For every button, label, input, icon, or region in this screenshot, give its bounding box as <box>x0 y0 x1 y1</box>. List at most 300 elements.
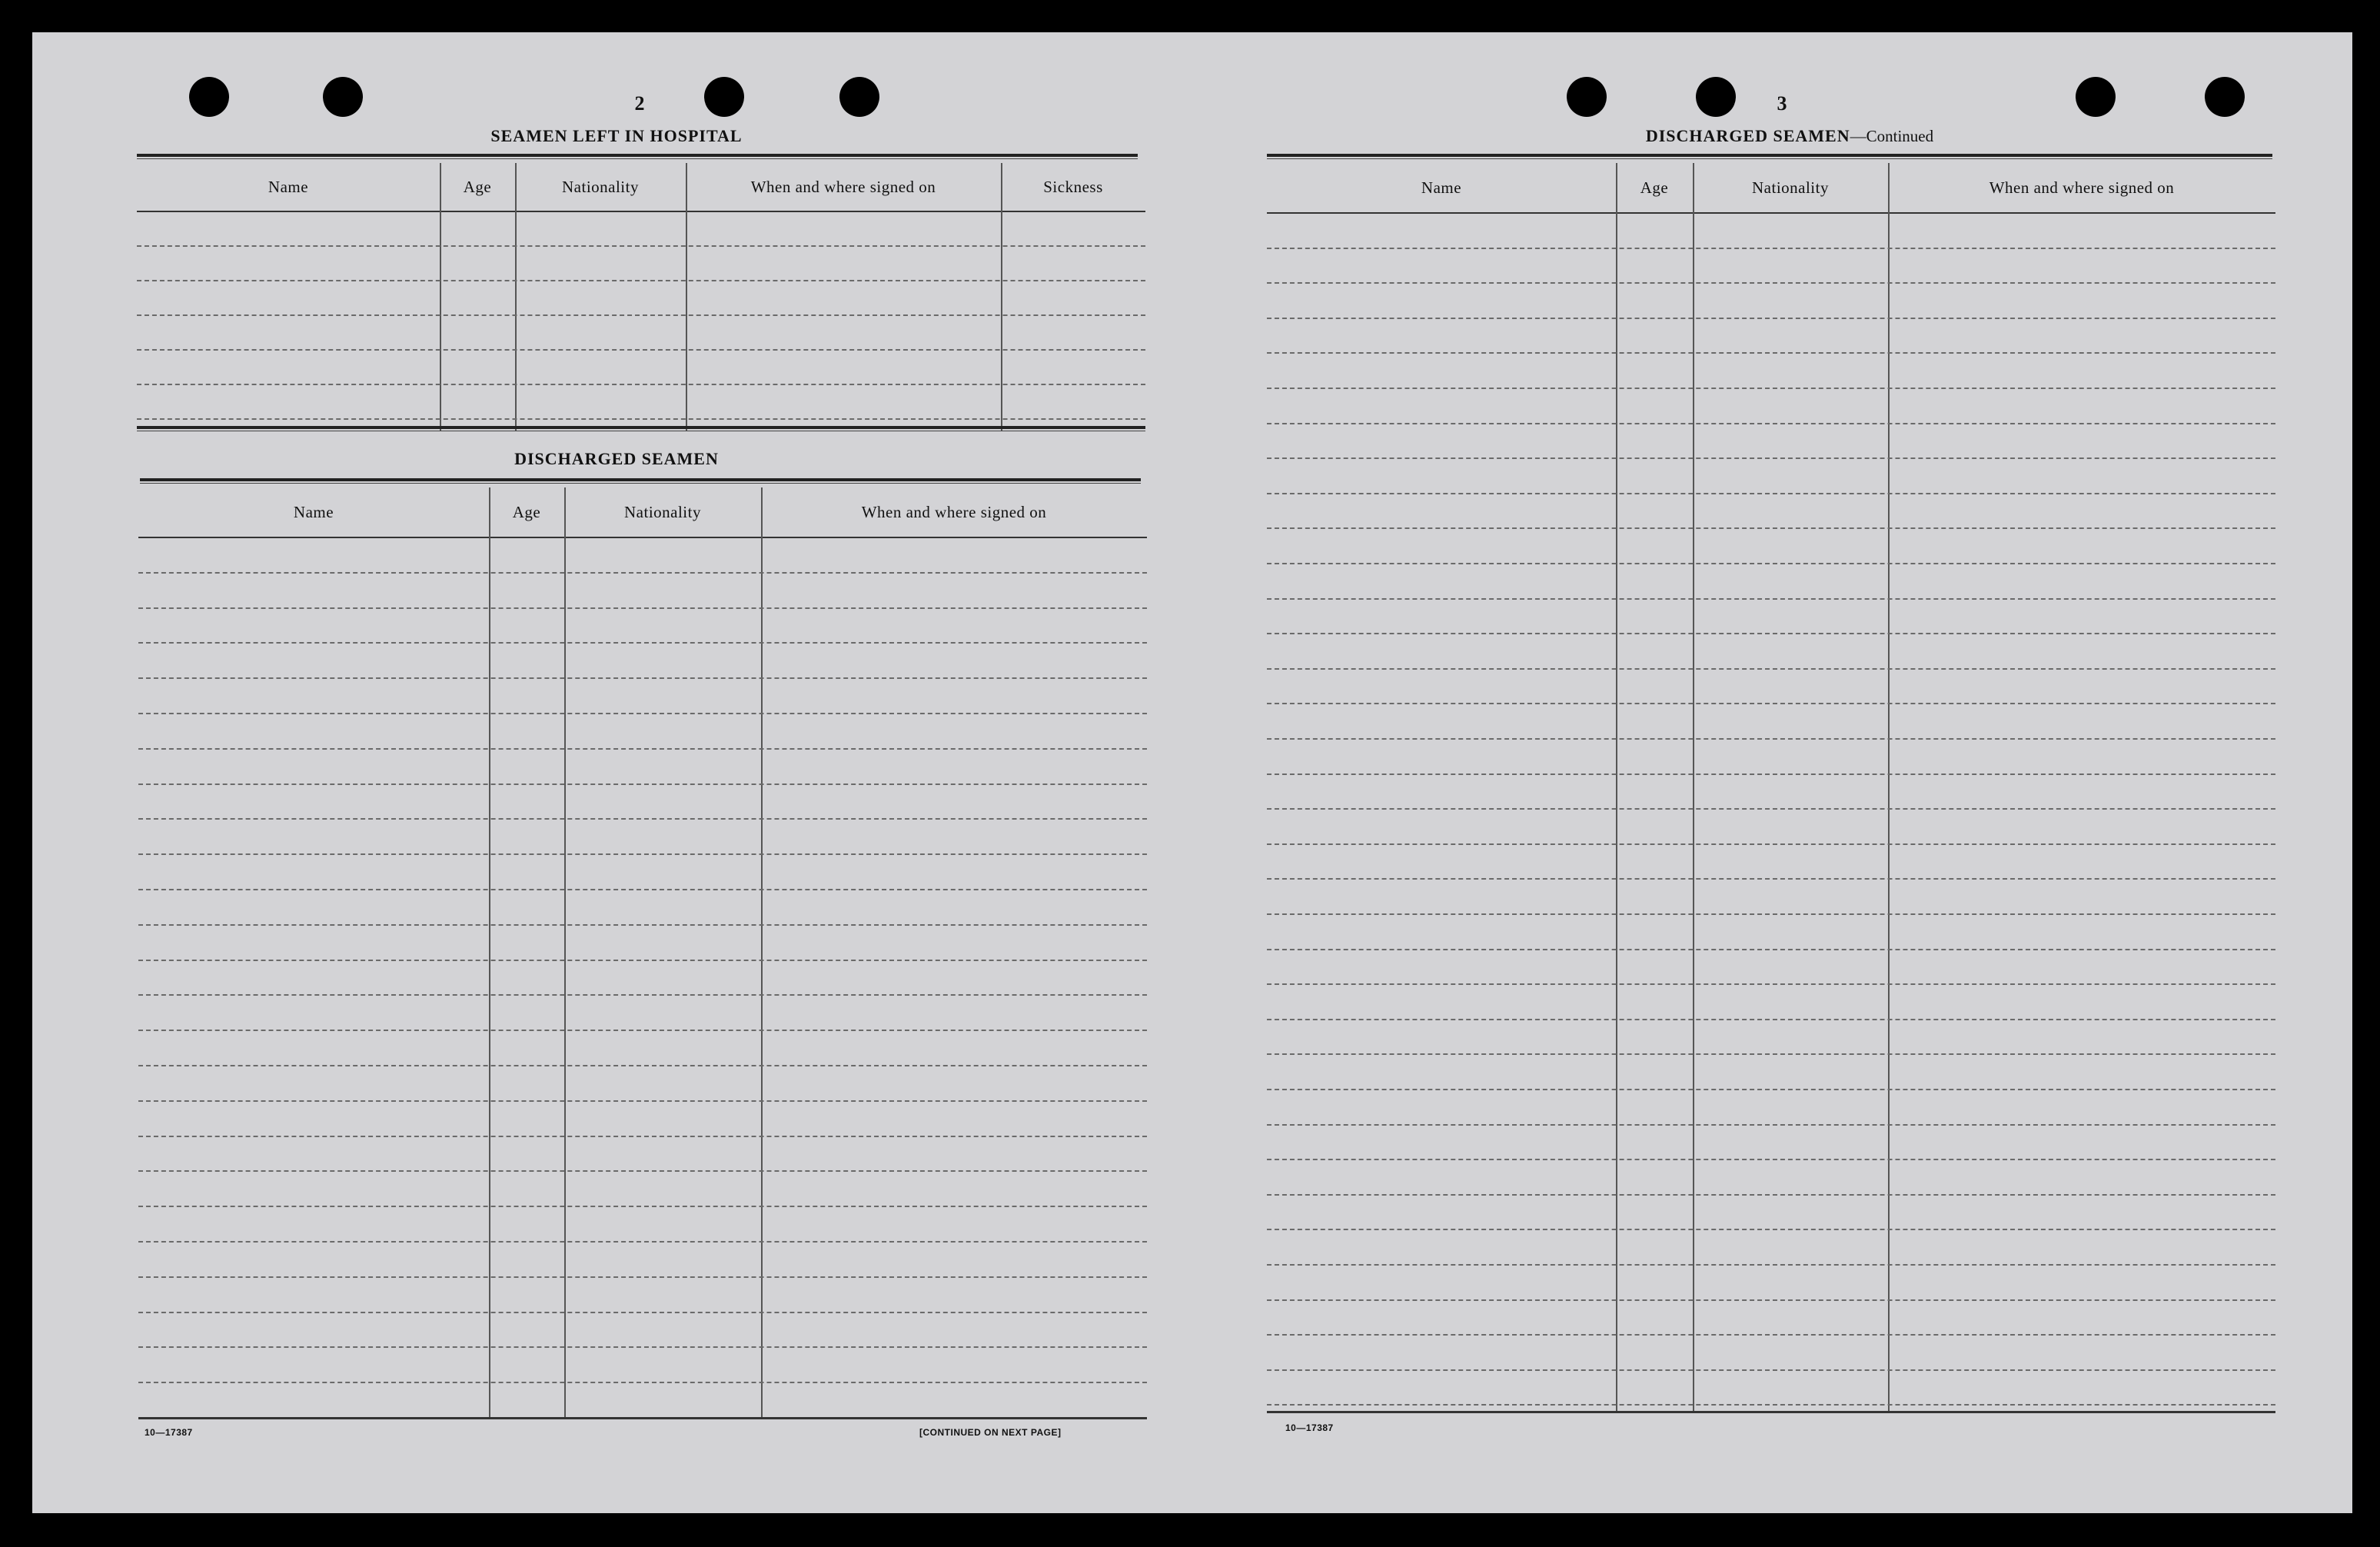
table-row[interactable] <box>1267 1089 2275 1090</box>
cell-when-and-where-signed-on[interactable] <box>766 1106 1142 1136</box>
cell-nationality[interactable] <box>1697 990 1883 1019</box>
cell-age[interactable] <box>1620 990 1688 1019</box>
cell-age[interactable] <box>1620 639 1688 668</box>
cell-age[interactable] <box>1620 709 1688 738</box>
cell-name[interactable] <box>1271 323 1611 352</box>
cell-when-and-where-signed-on[interactable] <box>1893 498 2271 527</box>
cell-name[interactable] <box>143 1071 484 1100</box>
cell-when-and-where-signed-on[interactable] <box>1893 288 2271 318</box>
cell-nationality[interactable] <box>1697 1305 1883 1334</box>
cell-name[interactable] <box>1271 1129 1611 1159</box>
cell-name[interactable] <box>143 789 484 818</box>
cell-age[interactable] <box>1620 288 1688 318</box>
cell-when-and-where-signed-on[interactable] <box>766 1036 1142 1065</box>
cell-nationality[interactable] <box>569 1212 756 1241</box>
table-row[interactable] <box>1267 1019 2275 1020</box>
cell-when-and-where-signed-on[interactable] <box>1893 954 2271 983</box>
cell-age[interactable] <box>1620 884 1688 913</box>
cell-nationality[interactable] <box>569 965 756 994</box>
cell-nationality[interactable] <box>569 1176 756 1206</box>
cell-when-and-where-signed-on[interactable] <box>766 860 1142 889</box>
table-row[interactable] <box>1267 248 2275 249</box>
cell-when-and-where-signed-on[interactable] <box>1893 1235 2271 1264</box>
cell-when-and-where-signed-on[interactable] <box>1893 358 2271 388</box>
cell-age[interactable] <box>494 895 560 924</box>
cell-age[interactable] <box>444 354 510 384</box>
cell-when-and-where-signed-on[interactable] <box>1893 744 2271 774</box>
cell-age[interactable] <box>444 216 510 245</box>
cell-nationality[interactable] <box>1697 744 1883 774</box>
cell-age[interactable] <box>494 543 560 572</box>
cell-name[interactable] <box>1271 428 1611 457</box>
cell-nationality[interactable] <box>1697 884 1883 913</box>
cell-when-and-where-signed-on[interactable] <box>766 824 1142 853</box>
cell-when-and-where-signed-on[interactable] <box>1893 394 2271 423</box>
cell-nationality[interactable] <box>1697 709 1883 738</box>
cell-when-and-where-signed-on[interactable] <box>1893 1060 2271 1089</box>
cell-age[interactable] <box>494 1247 560 1276</box>
cell-age[interactable] <box>494 1388 560 1417</box>
cell-nationality[interactable] <box>1697 1095 1883 1124</box>
cell-name[interactable] <box>1271 779 1611 808</box>
cell-age[interactable] <box>444 320 510 349</box>
cell-when-and-where-signed-on[interactable] <box>1893 1024 2271 1053</box>
cell-when-and-where-signed-on[interactable] <box>1893 218 2271 248</box>
cell-sickness[interactable] <box>1006 285 1141 314</box>
cell-when-and-where-signed-on[interactable] <box>1893 920 2271 949</box>
cell-nationality[interactable] <box>569 754 756 783</box>
cell-nationality[interactable] <box>1697 604 1883 633</box>
table-row[interactable] <box>137 418 1145 420</box>
cell-age[interactable] <box>1620 814 1688 843</box>
cell-name[interactable] <box>143 684 484 713</box>
cell-age[interactable] <box>1620 920 1688 949</box>
cell-name[interactable] <box>143 1000 484 1030</box>
table-row[interactable] <box>1267 318 2275 319</box>
table-row[interactable] <box>138 607 1147 609</box>
table-row[interactable] <box>138 853 1147 855</box>
cell-name[interactable] <box>143 1212 484 1241</box>
cell-name[interactable] <box>1271 849 1611 878</box>
table-row[interactable] <box>138 1065 1147 1066</box>
cell-nationality[interactable] <box>569 719 756 748</box>
table-row[interactable] <box>1267 1369 2275 1371</box>
cell-age[interactable] <box>1620 1060 1688 1089</box>
cell-nationality[interactable] <box>1697 534 1883 563</box>
cell-name[interactable] <box>1271 1165 1611 1194</box>
cell-when-and-where-signed-on[interactable] <box>1893 709 2271 738</box>
table-row[interactable] <box>1267 1229 2275 1230</box>
cell-age[interactable] <box>1620 1305 1688 1334</box>
cell-name[interactable] <box>141 320 435 349</box>
cell-name[interactable] <box>141 251 435 280</box>
cell-nationality[interactable] <box>1697 1024 1883 1053</box>
cell-age[interactable] <box>494 1283 560 1312</box>
cell-sickness[interactable] <box>1006 216 1141 245</box>
cell-name[interactable] <box>1271 604 1611 633</box>
cell-age[interactable] <box>1620 1375 1688 1404</box>
cell-nationality[interactable] <box>1697 253 1883 282</box>
cell-when-and-where-signed-on[interactable] <box>690 251 996 280</box>
cell-nationality[interactable] <box>569 543 756 572</box>
cell-sickness[interactable] <box>1006 354 1141 384</box>
cell-when-and-where-signed-on[interactable] <box>766 789 1142 818</box>
cell-name[interactable] <box>143 719 484 748</box>
cell-age[interactable] <box>494 1106 560 1136</box>
cell-nationality[interactable] <box>1697 464 1883 493</box>
cell-nationality[interactable] <box>520 216 681 245</box>
cell-when-and-where-signed-on[interactable] <box>1893 534 2271 563</box>
cell-nationality[interactable] <box>569 1352 756 1382</box>
table-row[interactable] <box>1267 949 2275 950</box>
cell-nationality[interactable] <box>1697 288 1883 318</box>
cell-name[interactable] <box>141 354 435 384</box>
cell-age[interactable] <box>494 684 560 713</box>
cell-name[interactable] <box>143 965 484 994</box>
cell-when-and-where-signed-on[interactable] <box>690 320 996 349</box>
cell-name[interactable] <box>1271 1095 1611 1124</box>
cell-nationality[interactable] <box>1697 920 1883 949</box>
cell-name[interactable] <box>1271 1024 1611 1053</box>
table-row[interactable] <box>1267 1264 2275 1266</box>
table-row[interactable] <box>138 818 1147 820</box>
cell-when-and-where-signed-on[interactable] <box>766 1283 1142 1312</box>
cell-name[interactable] <box>143 1176 484 1206</box>
cell-nationality[interactable] <box>569 1106 756 1136</box>
table-row[interactable] <box>137 349 1145 351</box>
cell-when-and-where-signed-on[interactable] <box>1893 779 2271 808</box>
table-row[interactable] <box>138 1276 1147 1278</box>
cell-nationality[interactable] <box>1697 1340 1883 1369</box>
cell-when-and-where-signed-on[interactable] <box>766 1071 1142 1100</box>
cell-nationality[interactable] <box>1697 1270 1883 1299</box>
table-row[interactable] <box>138 889 1147 890</box>
cell-sickness[interactable] <box>1006 251 1141 280</box>
cell-when-and-where-signed-on[interactable] <box>1893 814 2271 843</box>
cell-nationality[interactable] <box>569 1000 756 1030</box>
cell-nationality[interactable] <box>569 1071 756 1100</box>
cell-nationality[interactable] <box>1697 323 1883 352</box>
table-row[interactable] <box>1267 493 2275 494</box>
cell-when-and-where-signed-on[interactable] <box>766 648 1142 677</box>
cell-age[interactable] <box>494 1212 560 1241</box>
cell-when-and-where-signed-on[interactable] <box>1893 884 2271 913</box>
cell-age[interactable] <box>1620 1129 1688 1159</box>
cell-nationality[interactable] <box>569 1036 756 1065</box>
cell-when-and-where-signed-on[interactable] <box>1893 1270 2271 1299</box>
cell-when-and-where-signed-on[interactable] <box>1893 674 2271 703</box>
cell-age[interactable] <box>494 1071 560 1100</box>
cell-when-and-where-signed-on[interactable] <box>766 1317 1142 1346</box>
cell-nationality[interactable] <box>1697 1129 1883 1159</box>
cell-nationality[interactable] <box>569 1317 756 1346</box>
cell-when-and-where-signed-on[interactable] <box>766 1141 1142 1170</box>
table-row[interactable] <box>1267 1334 2275 1336</box>
cell-nationality[interactable] <box>569 613 756 642</box>
cell-name[interactable] <box>143 1141 484 1170</box>
cell-nationality[interactable] <box>1697 779 1883 808</box>
cell-nationality[interactable] <box>569 578 756 607</box>
cell-name[interactable] <box>1271 218 1611 248</box>
cell-age[interactable] <box>444 251 510 280</box>
cell-nationality[interactable] <box>569 1283 756 1312</box>
cell-nationality[interactable] <box>520 251 681 280</box>
table-row[interactable] <box>1267 1299 2275 1301</box>
cell-when-and-where-signed-on[interactable] <box>766 1352 1142 1382</box>
cell-sickness[interactable] <box>1006 320 1141 349</box>
table-row[interactable] <box>138 1312 1147 1313</box>
cell-name[interactable] <box>1271 1235 1611 1264</box>
cell-age[interactable] <box>1620 604 1688 633</box>
cell-nationality[interactable] <box>1697 1375 1883 1404</box>
cell-name[interactable] <box>143 1352 484 1382</box>
table-row[interactable] <box>138 1346 1147 1348</box>
cell-when-and-where-signed-on[interactable] <box>1893 1375 2271 1404</box>
cell-nationality[interactable] <box>569 1388 756 1417</box>
table-row[interactable] <box>138 1100 1147 1102</box>
cell-when-and-where-signed-on[interactable] <box>1893 464 2271 493</box>
cell-name[interactable] <box>143 543 484 572</box>
cell-when-and-where-signed-on[interactable] <box>1893 1165 2271 1194</box>
cell-age[interactable] <box>494 1036 560 1065</box>
cell-age[interactable] <box>1620 674 1688 703</box>
table-row[interactable] <box>1267 738 2275 740</box>
cell-nationality[interactable] <box>569 824 756 853</box>
table-row[interactable] <box>138 642 1147 644</box>
cell-when-and-where-signed-on[interactable] <box>766 1176 1142 1206</box>
cell-age[interactable] <box>1620 428 1688 457</box>
cell-name[interactable] <box>1271 954 1611 983</box>
table-row[interactable] <box>138 677 1147 679</box>
cell-name[interactable] <box>1271 1270 1611 1299</box>
cell-age[interactable] <box>1620 779 1688 808</box>
cell-nationality[interactable] <box>569 860 756 889</box>
cell-age[interactable] <box>494 648 560 677</box>
cell-age[interactable] <box>1620 1340 1688 1369</box>
cell-name[interactable] <box>143 754 484 783</box>
cell-name[interactable] <box>1271 744 1611 774</box>
cell-nationality[interactable] <box>1697 218 1883 248</box>
cell-nationality[interactable] <box>1697 428 1883 457</box>
cell-name[interactable] <box>143 648 484 677</box>
cell-age[interactable] <box>494 860 560 889</box>
cell-when-and-where-signed-on[interactable] <box>766 578 1142 607</box>
cell-name[interactable] <box>1271 674 1611 703</box>
cell-nationality[interactable] <box>569 789 756 818</box>
table-row[interactable] <box>1267 983 2275 985</box>
cell-when-and-where-signed-on[interactable] <box>1893 990 2271 1019</box>
table-row[interactable] <box>1267 774 2275 775</box>
cell-when-and-where-signed-on[interactable] <box>766 1000 1142 1030</box>
cell-when-and-where-signed-on[interactable] <box>1893 323 2271 352</box>
cell-nationality[interactable] <box>569 930 756 960</box>
cell-when-and-where-signed-on[interactable] <box>766 1247 1142 1276</box>
cell-age[interactable] <box>494 1000 560 1030</box>
cell-when-and-where-signed-on[interactable] <box>1893 1199 2271 1229</box>
cell-when-and-where-signed-on[interactable] <box>1893 569 2271 598</box>
table-row[interactable] <box>1267 1159 2275 1160</box>
cell-age[interactable] <box>1620 323 1688 352</box>
cell-nationality[interactable] <box>569 1141 756 1170</box>
cell-when-and-where-signed-on[interactable] <box>766 684 1142 713</box>
cell-nationality[interactable] <box>520 320 681 349</box>
cell-name[interactable] <box>143 578 484 607</box>
cell-when-and-where-signed-on[interactable] <box>766 1212 1142 1241</box>
cell-nationality[interactable] <box>569 895 756 924</box>
table-row[interactable] <box>137 280 1145 281</box>
cell-name[interactable] <box>1271 1305 1611 1334</box>
cell-name[interactable] <box>1271 253 1611 282</box>
cell-name[interactable] <box>1271 358 1611 388</box>
cell-name[interactable] <box>143 895 484 924</box>
cell-nationality[interactable] <box>1697 569 1883 598</box>
cell-when-and-where-signed-on[interactable] <box>690 354 996 384</box>
cell-age[interactable] <box>1620 849 1688 878</box>
table-row[interactable] <box>1267 1404 2275 1406</box>
cell-age[interactable] <box>1620 253 1688 282</box>
cell-when-and-where-signed-on[interactable] <box>1893 1305 2271 1334</box>
cell-age[interactable] <box>1620 218 1688 248</box>
cell-name[interactable] <box>143 1388 484 1417</box>
cell-name[interactable] <box>141 285 435 314</box>
cell-age[interactable] <box>494 1317 560 1346</box>
table-row[interactable] <box>1267 1124 2275 1126</box>
cell-name[interactable] <box>1271 534 1611 563</box>
table-row[interactable] <box>1267 633 2275 634</box>
cell-name[interactable] <box>1271 1375 1611 1404</box>
cell-age[interactable] <box>1620 1235 1688 1264</box>
table-row[interactable] <box>1267 1053 2275 1055</box>
cell-age[interactable] <box>494 613 560 642</box>
cell-nationality[interactable] <box>569 648 756 677</box>
table-row[interactable] <box>1267 808 2275 810</box>
table-row[interactable] <box>1267 388 2275 389</box>
cell-nationality[interactable] <box>1697 1199 1883 1229</box>
cell-name[interactable] <box>143 613 484 642</box>
cell-name[interactable] <box>141 389 435 418</box>
table-row[interactable] <box>138 748 1147 750</box>
table-row[interactable] <box>138 1382 1147 1383</box>
cell-name[interactable] <box>1271 639 1611 668</box>
cell-name[interactable] <box>1271 1340 1611 1369</box>
cell-when-and-where-signed-on[interactable] <box>1893 849 2271 878</box>
table-row[interactable] <box>138 1030 1147 1031</box>
cell-age[interactable] <box>1620 1024 1688 1053</box>
cell-name[interactable] <box>1271 884 1611 913</box>
table-row[interactable] <box>1267 563 2275 564</box>
cell-name[interactable] <box>1271 498 1611 527</box>
cell-name[interactable] <box>1271 814 1611 843</box>
cell-age[interactable] <box>1620 744 1688 774</box>
cell-age[interactable] <box>494 965 560 994</box>
table-row[interactable] <box>137 384 1145 385</box>
cell-age[interactable] <box>494 789 560 818</box>
cell-age[interactable] <box>494 824 560 853</box>
cell-age[interactable] <box>1620 394 1688 423</box>
cell-age[interactable] <box>1620 358 1688 388</box>
cell-when-and-where-signed-on[interactable] <box>1893 428 2271 457</box>
cell-name[interactable] <box>143 1247 484 1276</box>
table-row[interactable] <box>138 1136 1147 1137</box>
table-row[interactable] <box>1267 843 2275 845</box>
cell-when-and-where-signed-on[interactable] <box>766 965 1142 994</box>
cell-when-and-where-signed-on[interactable] <box>1893 253 2271 282</box>
cell-when-and-where-signed-on[interactable] <box>766 930 1142 960</box>
cell-when-and-where-signed-on[interactable] <box>766 895 1142 924</box>
cell-name[interactable] <box>141 216 435 245</box>
cell-name[interactable] <box>1271 709 1611 738</box>
cell-age[interactable] <box>494 1352 560 1382</box>
cell-nationality[interactable] <box>1697 954 1883 983</box>
cell-name[interactable] <box>1271 920 1611 949</box>
cell-age[interactable] <box>1620 569 1688 598</box>
cell-when-and-where-signed-on[interactable] <box>1893 1095 2271 1124</box>
cell-name[interactable] <box>143 824 484 853</box>
table-row[interactable] <box>1267 913 2275 915</box>
cell-nationality[interactable] <box>1697 639 1883 668</box>
table-row[interactable] <box>138 1241 1147 1243</box>
cell-age[interactable] <box>1620 1270 1688 1299</box>
table-row[interactable] <box>1267 423 2275 424</box>
cell-age[interactable] <box>494 1176 560 1206</box>
cell-nationality[interactable] <box>520 389 681 418</box>
cell-nationality[interactable] <box>1697 814 1883 843</box>
cell-nationality[interactable] <box>1697 1165 1883 1194</box>
table-row[interactable] <box>1267 352 2275 354</box>
cell-nationality[interactable] <box>520 354 681 384</box>
table-row[interactable] <box>1267 878 2275 880</box>
cell-name[interactable] <box>1271 394 1611 423</box>
table-row[interactable] <box>138 1206 1147 1207</box>
cell-age[interactable] <box>1620 1165 1688 1194</box>
cell-age[interactable] <box>1620 1095 1688 1124</box>
cell-name[interactable] <box>1271 1060 1611 1089</box>
cell-name[interactable] <box>1271 288 1611 318</box>
cell-age[interactable] <box>444 285 510 314</box>
cell-age[interactable] <box>494 754 560 783</box>
table-row[interactable] <box>1267 668 2275 670</box>
cell-when-and-where-signed-on[interactable] <box>766 543 1142 572</box>
cell-nationality[interactable] <box>520 285 681 314</box>
cell-name[interactable] <box>143 1106 484 1136</box>
cell-when-and-where-signed-on[interactable] <box>1893 1340 2271 1369</box>
cell-nationality[interactable] <box>1697 1235 1883 1264</box>
cell-when-and-where-signed-on[interactable] <box>690 216 996 245</box>
table-row[interactable] <box>138 1170 1147 1172</box>
table-row[interactable] <box>137 245 1145 247</box>
cell-name[interactable] <box>143 1283 484 1312</box>
cell-age[interactable] <box>444 389 510 418</box>
cell-name[interactable] <box>143 1036 484 1065</box>
cell-nationality[interactable] <box>1697 1060 1883 1089</box>
cell-nationality[interactable] <box>1697 674 1883 703</box>
cell-age[interactable] <box>494 719 560 748</box>
table-row[interactable] <box>1267 703 2275 704</box>
cell-name[interactable] <box>1271 1199 1611 1229</box>
cell-nationality[interactable] <box>1697 358 1883 388</box>
cell-age[interactable] <box>494 930 560 960</box>
cell-age[interactable] <box>494 578 560 607</box>
cell-when-and-where-signed-on[interactable] <box>1893 604 2271 633</box>
cell-name[interactable] <box>1271 990 1611 1019</box>
cell-name[interactable] <box>1271 569 1611 598</box>
cell-nationality[interactable] <box>1697 498 1883 527</box>
cell-nationality[interactable] <box>569 1247 756 1276</box>
cell-age[interactable] <box>1620 954 1688 983</box>
cell-when-and-where-signed-on[interactable] <box>1893 639 2271 668</box>
cell-when-and-where-signed-on[interactable] <box>766 754 1142 783</box>
cell-nationality[interactable] <box>569 684 756 713</box>
